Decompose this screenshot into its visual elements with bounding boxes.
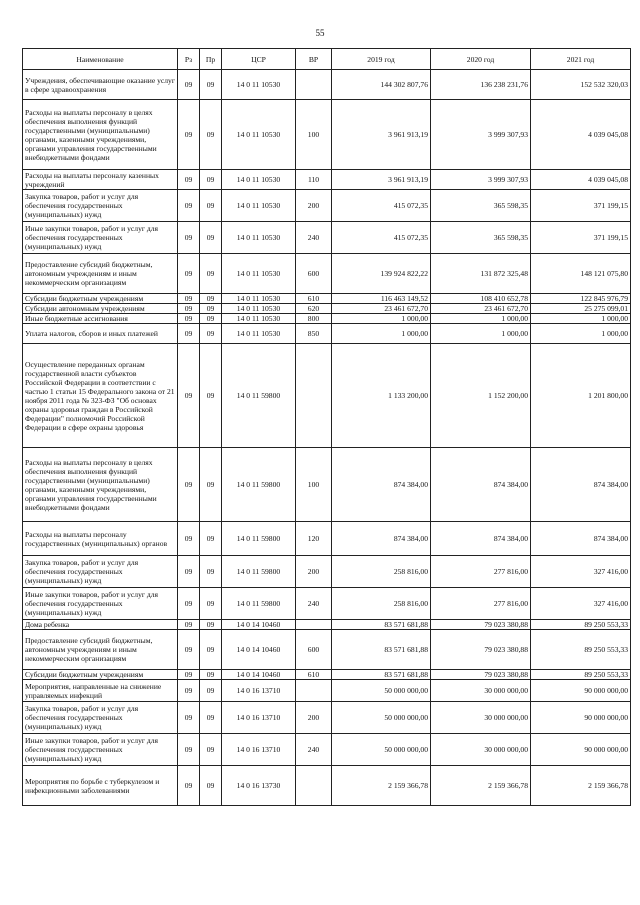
cell-y2019: 1 000,00: [332, 314, 431, 324]
cell-y2021: 90 000 000,00: [531, 734, 631, 766]
cell-y2021: 1 000,00: [531, 324, 631, 344]
cell-rz: 09: [178, 734, 200, 766]
table-row: [23, 766, 631, 806]
cell-y2019: 415 072,35: [332, 222, 431, 254]
cell-y2021: 371 199,15: [531, 190, 631, 222]
table-row: [23, 588, 631, 620]
cell-csr: 14 0 11 10530: [222, 100, 296, 170]
table-row: [23, 304, 631, 314]
cell-pr: 09: [200, 588, 222, 620]
cell-y2020: 277 816,00: [431, 588, 531, 620]
cell-name: Закупка товаров, работ и услуг для обеспечения государственных (муниципальных) нужд: [23, 190, 178, 222]
cell-pr: 09: [200, 254, 222, 294]
cell-rz: 09: [178, 294, 200, 304]
cell-y2021: 4 039 045,08: [531, 100, 631, 170]
table-row: [23, 294, 631, 304]
cell-pr: 09: [200, 620, 222, 630]
cell-rz: 09: [178, 766, 200, 806]
cell-name: Иные закупки товаров, работ и услуг для обеспечения государственных (муниципальных) нужд: [23, 734, 178, 766]
cell-rz: 09: [178, 522, 200, 556]
cell-rz: 09: [178, 620, 200, 630]
cell-name: Расходы на выплаты персоналу государственных (муниципальных) органов: [23, 522, 178, 556]
cell-csr: 14 0 11 10530: [222, 190, 296, 222]
cell-rz: 09: [178, 190, 200, 222]
cell-vr: [296, 680, 332, 702]
cell-pr: 09: [200, 324, 222, 344]
cell-y2020: 30 000 000,00: [431, 680, 531, 702]
table-row: [23, 254, 631, 294]
cell-csr: 14 0 11 10530: [222, 70, 296, 100]
cell-rz: 09: [178, 304, 200, 314]
cell-y2020: 3 999 307,93: [431, 170, 531, 190]
cell-vr: 600: [296, 630, 332, 670]
cell-y2019: 83 571 681,88: [332, 630, 431, 670]
cell-pr: 09: [200, 670, 222, 680]
cell-vr: 240: [296, 222, 332, 254]
header-csr: ЦСР: [222, 49, 296, 70]
cell-y2019: 50 000 000,00: [332, 702, 431, 734]
header-row: [23, 49, 631, 70]
cell-y2020: 365 598,35: [431, 222, 531, 254]
cell-name: Мероприятия по борьбе с туберкулезом и инфекционными заболеваниями: [23, 766, 178, 806]
cell-pr: 09: [200, 556, 222, 588]
cell-y2019: 258 816,00: [332, 556, 431, 588]
cell-rz: 09: [178, 448, 200, 522]
cell-csr: 14 0 14 10460: [222, 630, 296, 670]
cell-y2020: 3 999 307,93: [431, 100, 531, 170]
cell-name: Учреждения, обеспечивающие оказание услуг в сфере здравоохранения: [23, 70, 178, 100]
cell-pr: 09: [200, 70, 222, 100]
cell-vr: 800: [296, 314, 332, 324]
cell-name: Расходы на выплаты персоналу в целях обеспечения выполнения функций государственными (муниципальными) органами, казенными учреждениями, органами управления государственными внебюджетными фондами: [23, 448, 178, 522]
cell-rz: 09: [178, 170, 200, 190]
page-number: 55: [315, 28, 325, 38]
cell-rz: 09: [178, 100, 200, 170]
table-row: [23, 702, 631, 734]
table-row: [23, 448, 631, 522]
cell-csr: 14 0 14 10460: [222, 670, 296, 680]
cell-vr: [296, 70, 332, 100]
cell-csr: 14 0 11 10530: [222, 170, 296, 190]
cell-csr: 14 0 11 59800: [222, 448, 296, 522]
cell-csr: 14 0 11 59800: [222, 522, 296, 556]
cell-csr: 14 0 11 10530: [222, 294, 296, 304]
cell-y2019: 3 961 913,19: [332, 170, 431, 190]
cell-name: Предоставление субсидий бюджетным, автономным учреждениям и иным некоммерческим организациям: [23, 630, 178, 670]
cell-y2019: 3 961 913,19: [332, 100, 431, 170]
cell-y2021: 1 201 800,00: [531, 344, 631, 448]
cell-rz: 09: [178, 254, 200, 294]
cell-y2020: 365 598,35: [431, 190, 531, 222]
cell-y2020: 874 384,00: [431, 448, 531, 522]
cell-name: Субсидии бюджетным учреждениям: [23, 670, 178, 680]
cell-vr: 200: [296, 190, 332, 222]
table-row: [23, 734, 631, 766]
header-pr: Пр: [200, 49, 222, 70]
cell-y2020: 108 410 652,78: [431, 294, 531, 304]
cell-name: Иные бюджетные ассигнования: [23, 314, 178, 324]
cell-y2020: 136 238 231,76: [431, 70, 531, 100]
cell-csr: 14 0 11 10530: [222, 254, 296, 294]
cell-name: Субсидии автономным учреждениям: [23, 304, 178, 314]
cell-csr: 14 0 16 13710: [222, 702, 296, 734]
cell-vr: 240: [296, 588, 332, 620]
cell-vr: [296, 344, 332, 448]
cell-y2021: 327 416,00: [531, 588, 631, 620]
cell-rz: 09: [178, 702, 200, 734]
cell-rz: 09: [178, 556, 200, 588]
cell-vr: 610: [296, 294, 332, 304]
cell-y2020: 79 023 380,88: [431, 670, 531, 680]
cell-y2020: 1 000,00: [431, 324, 531, 344]
cell-y2019: 2 159 366,78: [332, 766, 431, 806]
cell-y2021: 874 384,00: [531, 448, 631, 522]
cell-y2020: 79 023 380,88: [431, 630, 531, 670]
cell-y2019: 258 816,00: [332, 588, 431, 620]
cell-rz: 09: [178, 324, 200, 344]
cell-y2020: 277 816,00: [431, 556, 531, 588]
cell-y2019: 116 463 149,52: [332, 294, 431, 304]
cell-name: Иные закупки товаров, работ и услуг для обеспечения государственных (муниципальных) нужд: [23, 222, 178, 254]
cell-pr: 09: [200, 170, 222, 190]
cell-vr: 110: [296, 170, 332, 190]
cell-csr: 14 0 14 10460: [222, 620, 296, 630]
cell-rz: 09: [178, 630, 200, 670]
cell-rz: 09: [178, 70, 200, 100]
cell-y2021: 4 039 045,08: [531, 170, 631, 190]
cell-y2021: 90 000 000,00: [531, 702, 631, 734]
cell-y2021: 327 416,00: [531, 556, 631, 588]
cell-y2021: 371 199,15: [531, 222, 631, 254]
cell-y2020: 874 384,00: [431, 522, 531, 556]
cell-y2019: 874 384,00: [332, 448, 431, 522]
cell-rz: 09: [178, 222, 200, 254]
cell-y2021: 90 000 000,00: [531, 680, 631, 702]
cell-pr: 09: [200, 734, 222, 766]
cell-name: Уплата налогов, сборов и иных платежей: [23, 324, 178, 344]
cell-rz: 09: [178, 680, 200, 702]
cell-y2021: 89 250 553,33: [531, 670, 631, 680]
header-name: Наименование: [23, 49, 178, 70]
cell-csr: 14 0 11 10530: [222, 304, 296, 314]
table-row: [23, 630, 631, 670]
cell-pr: 09: [200, 314, 222, 324]
cell-name: Закупка товаров, работ и услуг для обеспечения государственных (муниципальных) нужд: [23, 702, 178, 734]
header-2021: 2021 год: [531, 49, 631, 70]
cell-csr: 14 0 11 59800: [222, 344, 296, 448]
cell-y2019: 83 571 681,88: [332, 620, 431, 630]
table-row: [23, 100, 631, 170]
cell-pr: 09: [200, 294, 222, 304]
cell-name: Субсидии бюджетным учреждениям: [23, 294, 178, 304]
cell-csr: 14 0 16 13710: [222, 734, 296, 766]
header-2020: 2020 год: [431, 49, 531, 70]
cell-name: Предоставление субсидий бюджетным, автономным учреждениям и иным некоммерческим организациям: [23, 254, 178, 294]
table-row: [23, 344, 631, 448]
cell-vr: 850: [296, 324, 332, 344]
cell-csr: 14 0 11 10530: [222, 324, 296, 344]
cell-vr: 120: [296, 522, 332, 556]
cell-y2021: 89 250 553,33: [531, 630, 631, 670]
cell-y2020: 30 000 000,00: [431, 702, 531, 734]
cell-csr: 14 0 16 13730: [222, 766, 296, 806]
cell-y2021: 2 159 366,78: [531, 766, 631, 806]
table-row: [23, 170, 631, 190]
cell-rz: 09: [178, 314, 200, 324]
table-row: [23, 522, 631, 556]
table-row: [23, 556, 631, 588]
cell-vr: 610: [296, 670, 332, 680]
cell-y2020: 23 461 672,70: [431, 304, 531, 314]
cell-y2021: 1 000,00: [531, 314, 631, 324]
cell-pr: 09: [200, 448, 222, 522]
budget-table: [22, 48, 631, 806]
table-row: [23, 314, 631, 324]
cell-csr: 14 0 11 59800: [222, 588, 296, 620]
cell-y2019: 144 302 807,76: [332, 70, 431, 100]
cell-csr: 14 0 16 13710: [222, 680, 296, 702]
cell-y2020: 1 152 200,00: [431, 344, 531, 448]
table-row: [23, 190, 631, 222]
cell-pr: 09: [200, 304, 222, 314]
cell-pr: 09: [200, 766, 222, 806]
cell-csr: 14 0 11 59800: [222, 556, 296, 588]
table-row: [23, 324, 631, 344]
cell-rz: 09: [178, 670, 200, 680]
header-vr: ВР: [296, 49, 332, 70]
cell-y2020: 2 159 366,78: [431, 766, 531, 806]
cell-pr: 09: [200, 630, 222, 670]
cell-name: Расходы на выплаты персоналу в целях обеспечения выполнения функций государственными (муниципальными) органами, казенными учреждениями, органами управления государственными внебюджетными фондами: [23, 100, 178, 170]
cell-y2019: 415 072,35: [332, 190, 431, 222]
cell-pr: 09: [200, 344, 222, 448]
cell-pr: 09: [200, 222, 222, 254]
cell-name: Дома ребенка: [23, 620, 178, 630]
cell-y2021: 152 532 320,03: [531, 70, 631, 100]
cell-y2019: 139 924 822,22: [332, 254, 431, 294]
table-row: [23, 670, 631, 680]
table-row: [23, 70, 631, 100]
cell-vr: 620: [296, 304, 332, 314]
cell-name: Иные закупки товаров, работ и услуг для обеспечения государственных (муниципальных) нужд: [23, 588, 178, 620]
cell-y2021: 122 845 976,79: [531, 294, 631, 304]
header-rz: Рз: [178, 49, 200, 70]
table-row: [23, 620, 631, 630]
cell-vr: 600: [296, 254, 332, 294]
cell-vr: [296, 620, 332, 630]
cell-csr: 14 0 11 10530: [222, 314, 296, 324]
cell-y2020: 30 000 000,00: [431, 734, 531, 766]
cell-y2019: 23 461 672,70: [332, 304, 431, 314]
cell-y2020: 1 000,00: [431, 314, 531, 324]
cell-name: Мероприятия, направленные на снижение управляемых инфекций: [23, 680, 178, 702]
cell-vr: 100: [296, 100, 332, 170]
cell-y2019: 1 133 200,00: [332, 344, 431, 448]
table-row: [23, 222, 631, 254]
cell-vr: 240: [296, 734, 332, 766]
cell-y2019: 50 000 000,00: [332, 680, 431, 702]
cell-rz: 09: [178, 588, 200, 620]
cell-y2020: 131 872 325,48: [431, 254, 531, 294]
cell-y2019: 50 000 000,00: [332, 734, 431, 766]
cell-name: Закупка товаров, работ и услуг для обеспечения государственных (муниципальных) нужд: [23, 556, 178, 588]
cell-pr: 09: [200, 680, 222, 702]
cell-y2021: 874 384,00: [531, 522, 631, 556]
cell-vr: [296, 766, 332, 806]
cell-y2019: 874 384,00: [332, 522, 431, 556]
cell-name: Осуществление переданных органам государственной власти субъектов Российской Федерации в соответствии с частью 1 статьи 15 Федерального закона от 21 ноября 2011 года № 323-ФЗ "Об основах охраны здоровья граждан в Российской Федерации" полномочий Российской Федерации в сфере охраны здоровья: [23, 344, 178, 448]
cell-y2019: 1 000,00: [332, 324, 431, 344]
cell-pr: 09: [200, 190, 222, 222]
cell-y2021: 148 121 075,80: [531, 254, 631, 294]
cell-pr: 09: [200, 702, 222, 734]
cell-pr: 09: [200, 522, 222, 556]
cell-y2021: 25 275 099,01: [531, 304, 631, 314]
cell-csr: 14 0 11 10530: [222, 222, 296, 254]
cell-y2021: 89 250 553,33: [531, 620, 631, 630]
cell-y2020: 79 023 380,88: [431, 620, 531, 630]
table-row: [23, 680, 631, 702]
cell-vr: 100: [296, 448, 332, 522]
header-2019: 2019 год: [332, 49, 431, 70]
cell-y2019: 83 571 681,88: [332, 670, 431, 680]
cell-rz: 09: [178, 344, 200, 448]
cell-name: Расходы на выплаты персоналу казенных учреждений: [23, 170, 178, 190]
cell-vr: 200: [296, 702, 332, 734]
cell-pr: 09: [200, 100, 222, 170]
cell-vr: 200: [296, 556, 332, 588]
